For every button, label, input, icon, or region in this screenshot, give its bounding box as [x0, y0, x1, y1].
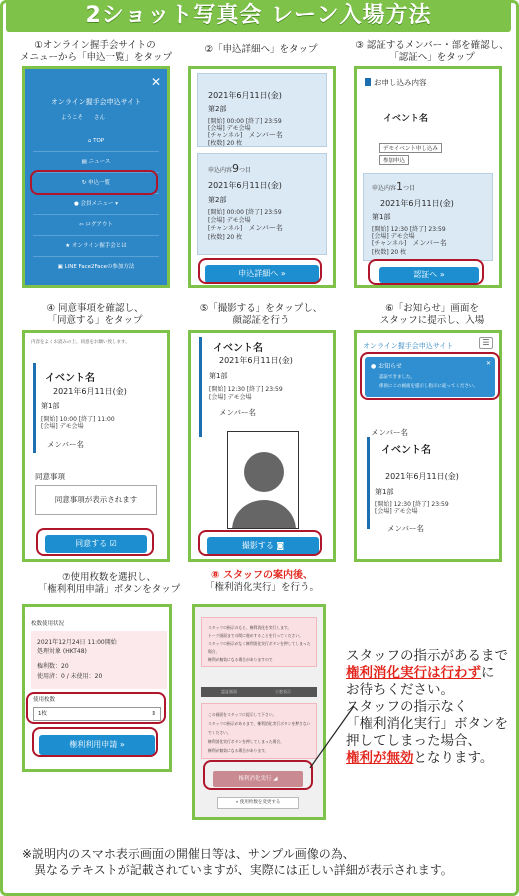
- highlight-select: [26, 692, 166, 724]
- change-count-button[interactable]: « 使用枚数を変更する: [217, 797, 299, 809]
- tag-demo-event: デモイベント申し込み: [379, 143, 442, 153]
- card-venue: [会場] デモ会場: [208, 125, 251, 132]
- notice-line2: 係員にこの画面を提示し指示に従ってください。: [379, 384, 478, 389]
- site-title: オンライン握手会申込サイト: [50, 98, 142, 106]
- menu-item-logout[interactable]: ⇦ ログアウト: [33, 215, 159, 236]
- shoot-button[interactable]: 撮影する ◙: [207, 537, 319, 555]
- card-date: 2021年6月11日(金): [380, 199, 454, 208]
- card-count: [枚数] 20 枚: [208, 140, 243, 147]
- accent-bar: [33, 363, 36, 453]
- menu-item-member[interactable]: ● 会員メニュー ▾: [33, 194, 159, 215]
- site-title: オンライン握手会申込サイト: [363, 342, 454, 350]
- step5-caption: ⑤「撮影する」をタップし、 顔認証を行う: [199, 303, 323, 326]
- rights-count: 権利数：20: [37, 663, 69, 670]
- consent-textbox: 同意事項が表示されます: [35, 485, 157, 515]
- tab-bar: [201, 687, 317, 697]
- screen2-phone: [188, 66, 336, 288]
- step2-caption: ②「申込詳細へ」をタップ: [204, 44, 318, 55]
- event-name: イベント名: [383, 114, 429, 124]
- highlight-notice: [360, 352, 500, 400]
- consent-label: 同意事項: [35, 472, 65, 481]
- card2-part: 第2部: [208, 196, 227, 204]
- hamburger-icon[interactable]: ☰: [479, 337, 493, 349]
- mid-warning-box: この画面をスタッフに提示して下さい。 スタッフの指示があるまで、権利消化実行ボタンを押さないでください。 権利消化実行ボタンを押してしまった場合、 権利が無効になる場合があります。: [201, 703, 317, 759]
- used-count: 使用済：0 / 未使用：20: [37, 673, 103, 680]
- usage-group: 処理対象 (HKT48): [37, 648, 87, 655]
- card2-time: [開始] 00:00 [終了] 23:59: [208, 209, 282, 216]
- highlight-rights-apply-button: [32, 727, 158, 757]
- step3-caption: ③ 認証するメンバー・部を確認し、 「認証へ」をタップ: [355, 40, 509, 63]
- menu-item-line[interactable]: ▣ LINE Face2Faceの参加方法: [57, 264, 135, 270]
- event-date: 2021年6月11日(金): [53, 387, 127, 396]
- card-part: 第2部: [208, 105, 227, 113]
- menu-item-news[interactable]: ▤ ニュース: [33, 152, 159, 173]
- agree-button[interactable]: 同意する ☑: [45, 535, 147, 553]
- footer-note: ※説明内のスマホ表示画面の開催日等は、サンプル画像の為、 異なるテキストが記載されていますが、実際には正しい詳細が表示されます。: [22, 847, 453, 877]
- highlight-shoot-button: [198, 530, 322, 556]
- send-icon: ◢: [273, 776, 278, 782]
- tab-window[interactable]: 小窓表示: [275, 689, 291, 694]
- step6-caption: ⑥「お知らせ」画面を スタッフに提示し、入場: [379, 303, 485, 326]
- apply-card: [363, 173, 493, 261]
- event-venue: [会場] デモ会場: [375, 508, 418, 515]
- card-channel: [チャンネル] メンバー名: [208, 131, 283, 139]
- select-arrow-icon: ⇕: [151, 711, 156, 717]
- menu-item-apply-list[interactable]: ↻ 申込一覧: [33, 173, 159, 194]
- card-venue: [会場] デモ会場: [372, 233, 415, 240]
- step7-caption: ⑦使用枚数を選択し、 「権利利用申請」ボタンをタップ: [37, 572, 181, 595]
- face-placeholder-image: [227, 431, 299, 529]
- event-venue: [会場] デモ会場: [41, 423, 84, 430]
- card2-venue: [会場] デモ会場: [208, 217, 251, 224]
- card-count: [枚数] 20 枚: [372, 249, 407, 256]
- apply-card-2: [197, 153, 327, 255]
- top-warning-box: スタッフの指示のもと、権利消化を実行します。 トーク画面までの間に進めすることを行ってください。 スタッフの指示がなく権利消化実行ボタンを押してしまった場合、 権利が無効になる場合がありますので: [201, 617, 317, 667]
- sheet-count-label: 使用枚数: [33, 697, 56, 703]
- card2-count: [枚数] 20 枚: [208, 234, 243, 241]
- camera-icon: ◙: [276, 541, 285, 550]
- event-part: 第1部: [375, 488, 394, 496]
- apply-number: 申込内容1つ目: [372, 180, 416, 193]
- event-time: [開始] 12:30 [終了] 23:59: [375, 501, 449, 508]
- usage-date: 2021年12月24日 11:00開始: [37, 639, 117, 646]
- card2-date: 2021年6月11日(金): [208, 181, 282, 190]
- highlight-agree-button: [36, 528, 154, 556]
- notice-close-icon[interactable]: ✕: [485, 360, 491, 367]
- card2-channel: [チャンネル] メンバー名: [208, 224, 283, 232]
- highlight-detail-button: [198, 258, 322, 284]
- screen3-phone: [354, 66, 502, 288]
- member-name: メンバー名: [47, 440, 84, 449]
- notice-title: ● お知らせ: [371, 363, 402, 370]
- member-name: メンバー名: [387, 524, 424, 533]
- step1-caption: ①オンライン握手会サイトの メニューから「申込一覧」をタップ: [20, 40, 173, 63]
- step4-caption: ④ 同意事項を確認し、 「同意する」をタップ: [46, 303, 144, 326]
- accent-bar: [199, 337, 202, 437]
- highlight-consume-button: [203, 760, 313, 790]
- event-name: イベント名: [213, 343, 263, 354]
- member-name-top: メンバー名: [371, 428, 408, 437]
- page-title: 2ショット写真会 レーン入場方法: [6, 0, 511, 32]
- card-part: 第1部: [372, 213, 391, 221]
- instruction-note: スタッフの指示があるまで 権利消化実行は行わずに お待ちください。 スタッフの指示なく 「権利消化実行」ボタンを 押してしまった場合、 権利が無効となります。: [346, 648, 508, 766]
- menu-list: [33, 131, 159, 278]
- accent-bar: [367, 437, 370, 529]
- card-channel: [チャンネル] メンバー名: [372, 239, 447, 247]
- event-part: 第1部: [41, 402, 60, 410]
- apply-card-1: [197, 73, 327, 147]
- rights-apply-button[interactable]: 権利利用申請 »: [39, 735, 155, 755]
- apply-detail-button[interactable]: 申込詳細へ »: [205, 265, 319, 283]
- event-part: 第1部: [209, 372, 228, 380]
- menu-item-about[interactable]: ★ オンライン握手会とは: [33, 236, 159, 257]
- sheet-count-select[interactable]: 1枚 ⇕: [33, 707, 161, 721]
- apply-header: お申し込み内容: [365, 77, 427, 88]
- card-time: [開始] 12:30 [終了] 23:59: [372, 226, 446, 233]
- step8-caption: ⑧ スタッフの案内後、 「権利消化実行」を行う。: [204, 570, 319, 593]
- close-icon[interactable]: ✕: [150, 75, 161, 89]
- event-time: [開始] 12:30 [終了] 23:59: [209, 386, 283, 393]
- menu-item-top[interactable]: ⌂ TOP: [33, 131, 159, 152]
- event-time: [開始] 10:00 [終了] 11:00: [41, 416, 115, 423]
- tab-auth[interactable]: 認証画面: [221, 689, 237, 694]
- consent-notice: 内容をよくお読みの上、同意をお願い致します。: [31, 340, 130, 345]
- usage-header: 枚数使用状況: [31, 621, 65, 627]
- usage-card: [31, 631, 167, 689]
- member-name: メンバー名: [219, 408, 256, 417]
- event-venue: [会場] デモ会場: [209, 394, 252, 401]
- screen5-phone: [188, 330, 336, 562]
- tag-participate: 参加申込: [379, 155, 409, 165]
- event-date: 2021年6月11日(金): [385, 472, 459, 481]
- welcome-text: ようこそ さん: [61, 115, 106, 121]
- event-date: 2021年6月11日(金): [219, 356, 293, 365]
- highlight-auth-button: [368, 259, 484, 285]
- notice-line1: 認証できました。: [379, 375, 415, 380]
- event-name: イベント名: [45, 373, 95, 384]
- card-time: [開始] 00:00 [終了] 23:59: [208, 118, 282, 125]
- auth-button[interactable]: 認証へ »: [379, 267, 479, 283]
- apply-number: 申込内容9つ目: [208, 162, 252, 175]
- event-name: イベント名: [381, 445, 431, 456]
- consume-rights-button[interactable]: 権利消化実行 ◢: [213, 771, 303, 787]
- card-date: 2021年6月11日(金): [208, 91, 282, 100]
- highlight-apply-list: [30, 170, 158, 195]
